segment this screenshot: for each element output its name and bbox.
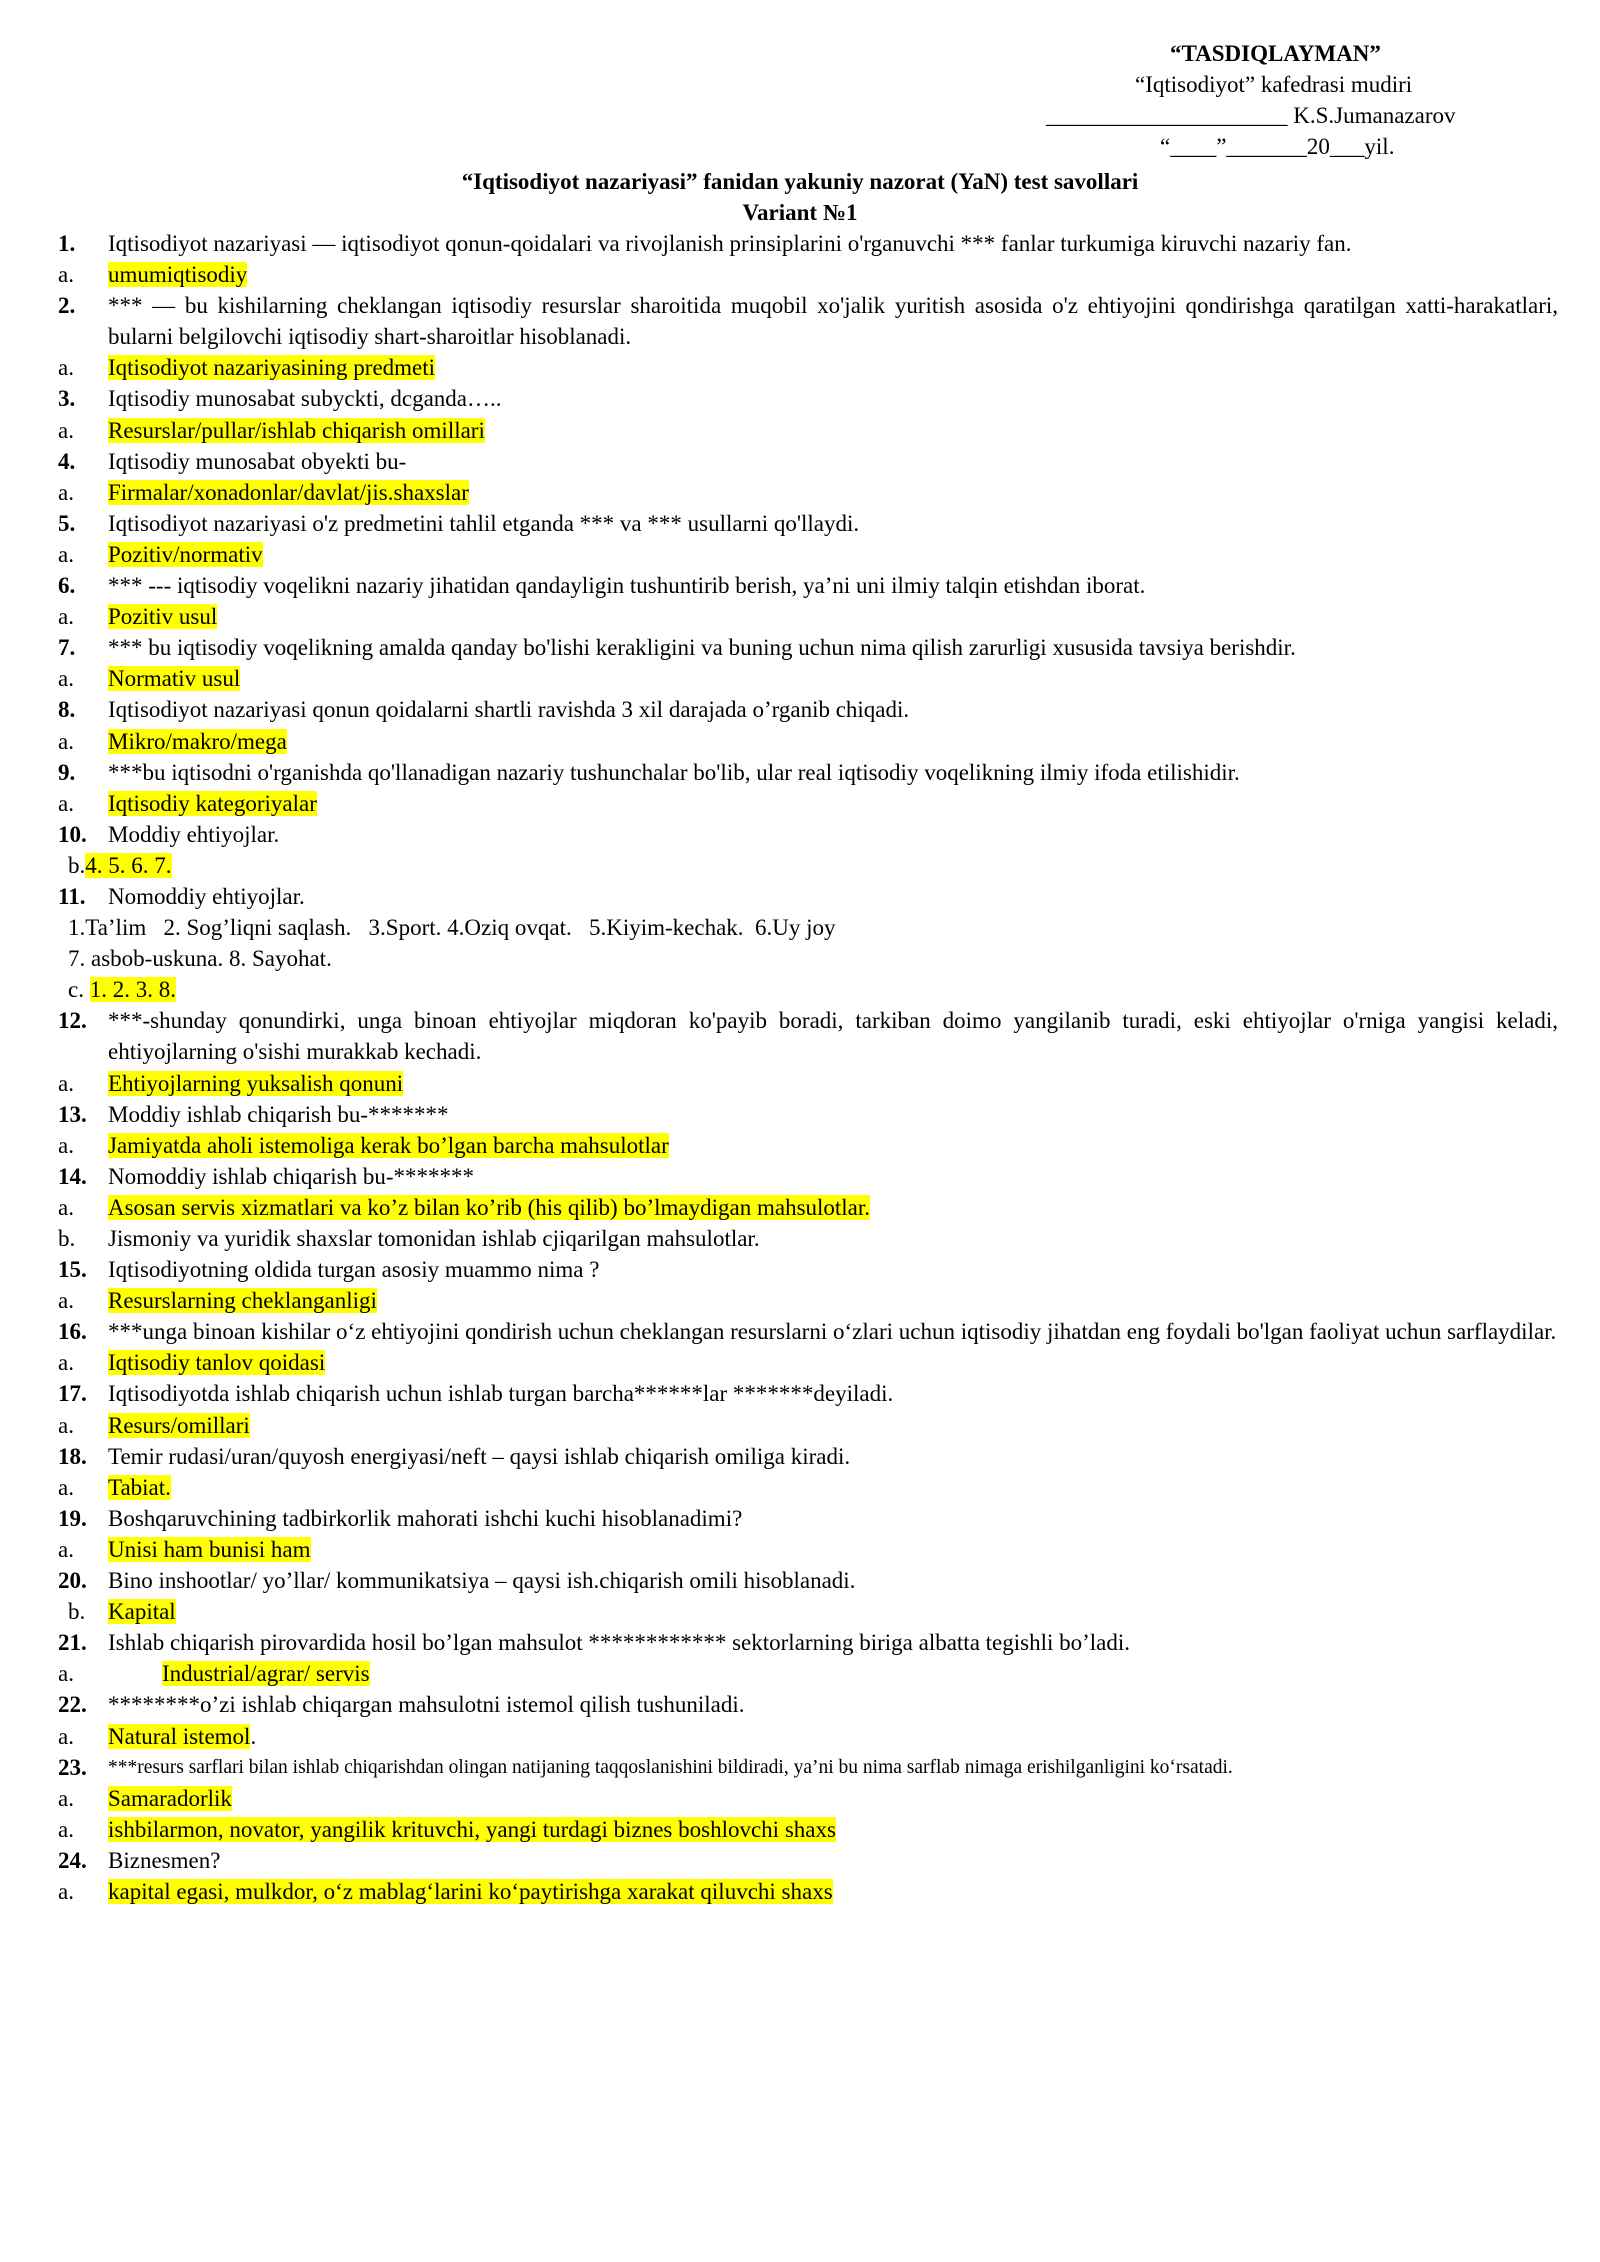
answer-label: a. <box>58 1132 74 1158</box>
answer-text: Jamiyatda aholi istemoliga kerak bo’lgan barcha mahsulotlar <box>108 1132 669 1158</box>
answer-label: a. <box>58 1785 74 1811</box>
question-10 <box>58 819 1558 850</box>
question-text: ***bu iqtisodni o'rganishda qo'llanadigan nazariy tushunchalar bo'lib, ular real iqtisodiy voqelikning ilmiy ifoda etilishidir. <box>108 759 1240 785</box>
question-text: Iqtisodiyotda ishlab chiqarish uchun ishlab turgan barcha******lar *******deyiladi. <box>108 1381 894 1407</box>
answer-text: Tabiat. <box>108 1474 171 1500</box>
answer-label: a. <box>58 541 74 567</box>
question-number: 8. <box>58 697 76 723</box>
question-2 <box>58 290 1558 352</box>
answer-label: a. <box>58 479 74 505</box>
answer-19 <box>58 1534 1558 1565</box>
answer-text: Pozitiv/normativ <box>108 541 263 567</box>
question-number: 10. <box>58 821 87 847</box>
answer-label: a. <box>58 262 74 288</box>
question-text: ***-shunday qonundirki, unga binoan ehtiyojlar miqdoran ko'payib boradi, tarkiban doimo yangilanib turadi, eski ehtiyojlar o'rniga yangisi keladi, ehtiyojlarning o'sishi murakkab kechadi. <box>108 1008 1558 1065</box>
answer-4 <box>58 477 1558 508</box>
answer-text: Firmalar/xonadonlar/davlat/jis.shaxslar <box>108 479 469 505</box>
answer-label: a. <box>58 1878 74 1904</box>
question-number: 11. <box>58 883 86 909</box>
answer-text: ishbilarmon, novator, yangilik krituvchi, yangi turdagi biznes boshlovchi shaxs <box>108 1816 836 1842</box>
answer-text: Resurslar/pullar/ishlab chiqarish omillari <box>108 417 485 443</box>
answer-text: 1. 2. 3. 8. <box>89 977 176 1003</box>
answer-text: Samaradorlik <box>108 1785 232 1811</box>
document-title: “Iqtisodiyot nazariyasi” fanidan yakuniy nazorat (YaN) test savollari <box>461 169 1139 194</box>
question-18 <box>58 1441 1558 1472</box>
approval-date-line: “____”_______20___yil. <box>1160 134 1395 159</box>
option-list-line-2: 7. asbob-uskuna. 8. Sayohat. <box>68 946 332 972</box>
answer-label: a. <box>58 355 74 381</box>
answer-label: a. <box>58 1723 74 1749</box>
answer-label: a. <box>58 1536 74 1562</box>
question-number: 12. <box>58 1008 87 1034</box>
answer-24 <box>58 1876 1558 1907</box>
question-14 <box>58 1161 1558 1192</box>
question-6 <box>58 570 1558 601</box>
answer-label: a. <box>58 1070 74 1096</box>
question-number: 21. <box>58 1630 87 1656</box>
answer-23 <box>58 1783 1558 1814</box>
answer-text: umumiqtisodiy <box>108 262 248 288</box>
question-number: 20. <box>58 1568 87 1594</box>
answer-text: kapital egasi, mulkdor, o‘z mablag‘larini ko‘paytirishga xarakat qiluvchi shaxs <box>108 1878 833 1904</box>
answer-text: Mikro/makro/mega <box>108 728 287 754</box>
question-9 <box>58 757 1558 788</box>
question-8 <box>58 694 1558 725</box>
option-14-b <box>58 1223 1558 1254</box>
question-7 <box>58 632 1558 663</box>
answer-6 <box>58 601 1558 632</box>
question-text: Biznesmen? <box>108 1847 221 1873</box>
answer-16 <box>58 1347 1558 1378</box>
answer-23-b <box>58 1814 1558 1845</box>
question-text: Iqtisodiyot nazariyasi qonun qoidalarni shartli ravishda 3 xil darajada o’rganib chiqadi. <box>108 697 910 723</box>
answer-22 <box>58 1721 1558 1752</box>
question-13 <box>58 1099 1558 1130</box>
answer-text: Iqtisodiy kategoriyalar <box>108 790 317 816</box>
answer-label: a. <box>58 1474 74 1500</box>
answer-text: Unisi ham bunisi ham <box>108 1536 311 1562</box>
question-text: Iqtisodiy munosabat subyckti, dcganda….. <box>108 386 502 412</box>
answer-label: b. <box>68 852 86 878</box>
question-1 <box>58 228 1558 259</box>
answer-text: Resurs/omillari <box>108 1412 250 1438</box>
answer-text: Kapital <box>108 1599 176 1625</box>
answer-label: c. <box>68 977 84 1003</box>
answer-text: Industrial/agrar/ servis <box>162 1661 370 1687</box>
question-text: Iqtisodiyot nazariyasi — iqtisodiyot qonun-qoidalari va rivojlanish prinsiplarini o'rganuvchi *** fanlar turkumiga kiruvchi nazariy fan. <box>108 231 1352 256</box>
question-text: Nomoddiy ehtiyojlar. <box>108 883 305 909</box>
question-text: Bino inshootlar/ yo’llar/ kommunikatsiya – qaysi ish.chiqarish omili hisoblanadi. <box>108 1568 856 1594</box>
question-number: 1. <box>58 231 76 256</box>
question-19 <box>58 1503 1558 1534</box>
question-23 <box>58 1752 1558 1783</box>
answer-label: a. <box>58 1816 74 1842</box>
question-11 <box>58 881 1558 912</box>
question-number: 16. <box>58 1319 87 1345</box>
answer-2 <box>58 352 1558 383</box>
answer-text: Iqtisodiy tanlov qoidasi <box>108 1350 326 1376</box>
question-text: ********o’zi ishlab chiqargan mahsulotni istemol qilish tushuniladi. <box>108 1692 745 1718</box>
question-number: 6. <box>58 573 76 599</box>
question-text: ***unga binoan kishilar o‘z ehtiyojini qondirish uchun cheklangan resurslarni o‘zlari uchun iqtisodiy jihatdan eng foydali bo'lgan faoliyat uchun sarflaydilar. <box>108 1319 1557 1345</box>
approval-signature-line: _____________________ K.S.Jumanazarov <box>1046 103 1456 128</box>
answer-label: a. <box>58 790 74 816</box>
question-21 <box>58 1627 1558 1658</box>
answer-label: a. <box>58 1412 74 1438</box>
answer-3 <box>58 415 1558 446</box>
answer-13 <box>58 1130 1558 1161</box>
question-number: 17. <box>58 1381 87 1407</box>
question-list <box>58 228 1558 1907</box>
variant-title: Variant №1 <box>742 200 858 225</box>
question-number: 7. <box>58 635 76 661</box>
answer-text: Asosan servis xizmatlari va ko’z bilan ko’rib (his qilib) bo’lmaydigan mahsulotlar. <box>108 1194 871 1220</box>
answer-18 <box>58 1472 1558 1503</box>
answer-text: Ehtiyojlarning yuksalish qonuni <box>108 1070 404 1096</box>
answer-label: a. <box>58 728 74 754</box>
question-number: 19. <box>58 1505 87 1531</box>
answer-label: a. <box>58 1288 74 1314</box>
question-20 <box>58 1565 1558 1596</box>
answer-17 <box>58 1410 1558 1441</box>
question-text: Iqtisodiy munosabat obyekti bu- <box>108 448 407 474</box>
question-text: Iqtisodiyot nazariyasi o'z predmetini tahlil etganda *** va *** usullarni qo'llaydi. <box>108 510 860 536</box>
answer-21 <box>58 1658 1558 1689</box>
question-text: Moddiy ishlab chiqarish bu-******* <box>108 1101 449 1127</box>
approval-block <box>1040 38 1600 162</box>
answer-10 <box>58 850 1558 881</box>
question-15 <box>58 1254 1558 1285</box>
question-text: *** — bu kishilarning cheklangan iqtisodiy resurslar sharoitida muqobil xo'jalik yuritish asosida o'z ehtiyojini qondirishga qaratilgan xatti-harakatlari, bularni belgilovchi iqtisodiy shart-sharoitlar hisoblanadi. <box>108 293 1558 350</box>
question-number: 2. <box>58 293 76 319</box>
option-text: Jismoniy va yuridik shaxslar tomonidan ishlab cjiqarilgan mahsulotlar. <box>108 1226 760 1251</box>
answer-label: b. <box>68 1599 86 1625</box>
answer-15 <box>58 1285 1558 1316</box>
answer-label: a. <box>58 1350 74 1376</box>
question-3 <box>58 383 1558 414</box>
question-text: Nomoddiy ishlab chiqarish bu-******* <box>108 1163 475 1189</box>
answer-9 <box>58 788 1558 819</box>
answer-label: a. <box>58 604 74 630</box>
answer-text: Iqtisodiyot nazariyasining predmeti <box>108 355 436 381</box>
question-number: 23. <box>58 1754 87 1780</box>
question-number: 18. <box>58 1443 87 1469</box>
question-text: Temir rudasi/uran/quyosh energiyasi/neft – qaysi ishlab chiqarish omiliga kiradi. <box>108 1443 851 1469</box>
question-text: Ishlab chiqarish pirovardida hosil bo’lgan mahsulot ************ sektorlarning biriga albatta tegishli bo’ladi. <box>108 1630 1131 1656</box>
question-number: 3. <box>58 386 76 412</box>
option-list-line-1: 1.Ta’lim 2. Sog’liqni saqlash. 3.Sport. 4.Oziq ovqat. 5.Kiyim-kechak. 6.Uy joy <box>68 915 836 941</box>
approval-title: “TASDIQLAYMAN” <box>1170 41 1381 66</box>
question-number: 5. <box>58 510 76 536</box>
question-16 <box>58 1316 1558 1347</box>
question-number: 14. <box>58 1163 87 1189</box>
question-5 <box>58 508 1558 539</box>
question-number: 4. <box>58 448 76 474</box>
answer-8 <box>58 726 1558 757</box>
question-text: *** bu iqtisodiy voqelikning amalda qanday bo'lishi kerakligini va buning uchun nima qilish zarurligi xususida tavsiya berishdir. <box>108 635 1296 661</box>
question-text: Boshqaruvchining tadbirkorlik mahorati ishchi kuchi hisoblanadimi? <box>108 1505 743 1531</box>
answer-label: a. <box>58 1661 74 1687</box>
question-number: 24. <box>58 1847 87 1873</box>
answer-text: 4. 5. 6. 7. <box>85 852 172 878</box>
question-17 <box>58 1378 1558 1409</box>
question-number: 15. <box>58 1257 87 1283</box>
answer-12 <box>58 1068 1558 1099</box>
answer-11 <box>58 974 1558 1005</box>
answer-text: Resurslarning cheklanganligi <box>108 1288 377 1314</box>
question-24 <box>58 1845 1558 1876</box>
answer-label: b. <box>58 1226 76 1251</box>
answer-1 <box>58 259 1558 290</box>
question-number: 13. <box>58 1101 87 1127</box>
question-text: ***resurs sarflari bilan ishlab chiqarishdan olingan natijaning taqqoslanishini bildiradi, ya’ni bu nima sarflab nimaga erishilganligini ko‘rsatadi. <box>108 1756 1233 1778</box>
approval-department: “Iqtisodiyot” kafedrasi mudiri <box>1135 72 1413 97</box>
answer-label: a. <box>58 666 74 692</box>
answer-text: Normativ usul <box>108 666 241 692</box>
question-text: Moddiy ehtiyojlar. <box>108 821 280 847</box>
question-number: 22. <box>58 1692 87 1718</box>
answer-label: a. <box>58 417 74 443</box>
question-text: Iqtisodiyotning oldida turgan asosiy muammo nima ? <box>108 1257 600 1283</box>
answer-text: Pozitiv usul <box>108 604 218 630</box>
question-22 <box>58 1689 1558 1720</box>
answer-7 <box>58 663 1558 694</box>
answer-label: a. <box>58 1194 74 1220</box>
question-text: *** --- iqtisodiy voqelikni nazariy jihatidan qandayligin tushuntirib berish, ya’ni uni ilmiy talqin etishdan iborat. <box>108 573 1146 599</box>
question-4 <box>58 446 1558 477</box>
answer-20 <box>58 1596 1558 1627</box>
answer-14 <box>58 1192 1558 1223</box>
question-number: 9. <box>58 759 76 785</box>
answer-text: Natural istemol <box>108 1723 251 1749</box>
answer-5 <box>58 539 1558 570</box>
answer-tail: . <box>250 1723 257 1749</box>
question-12 <box>58 1005 1558 1067</box>
